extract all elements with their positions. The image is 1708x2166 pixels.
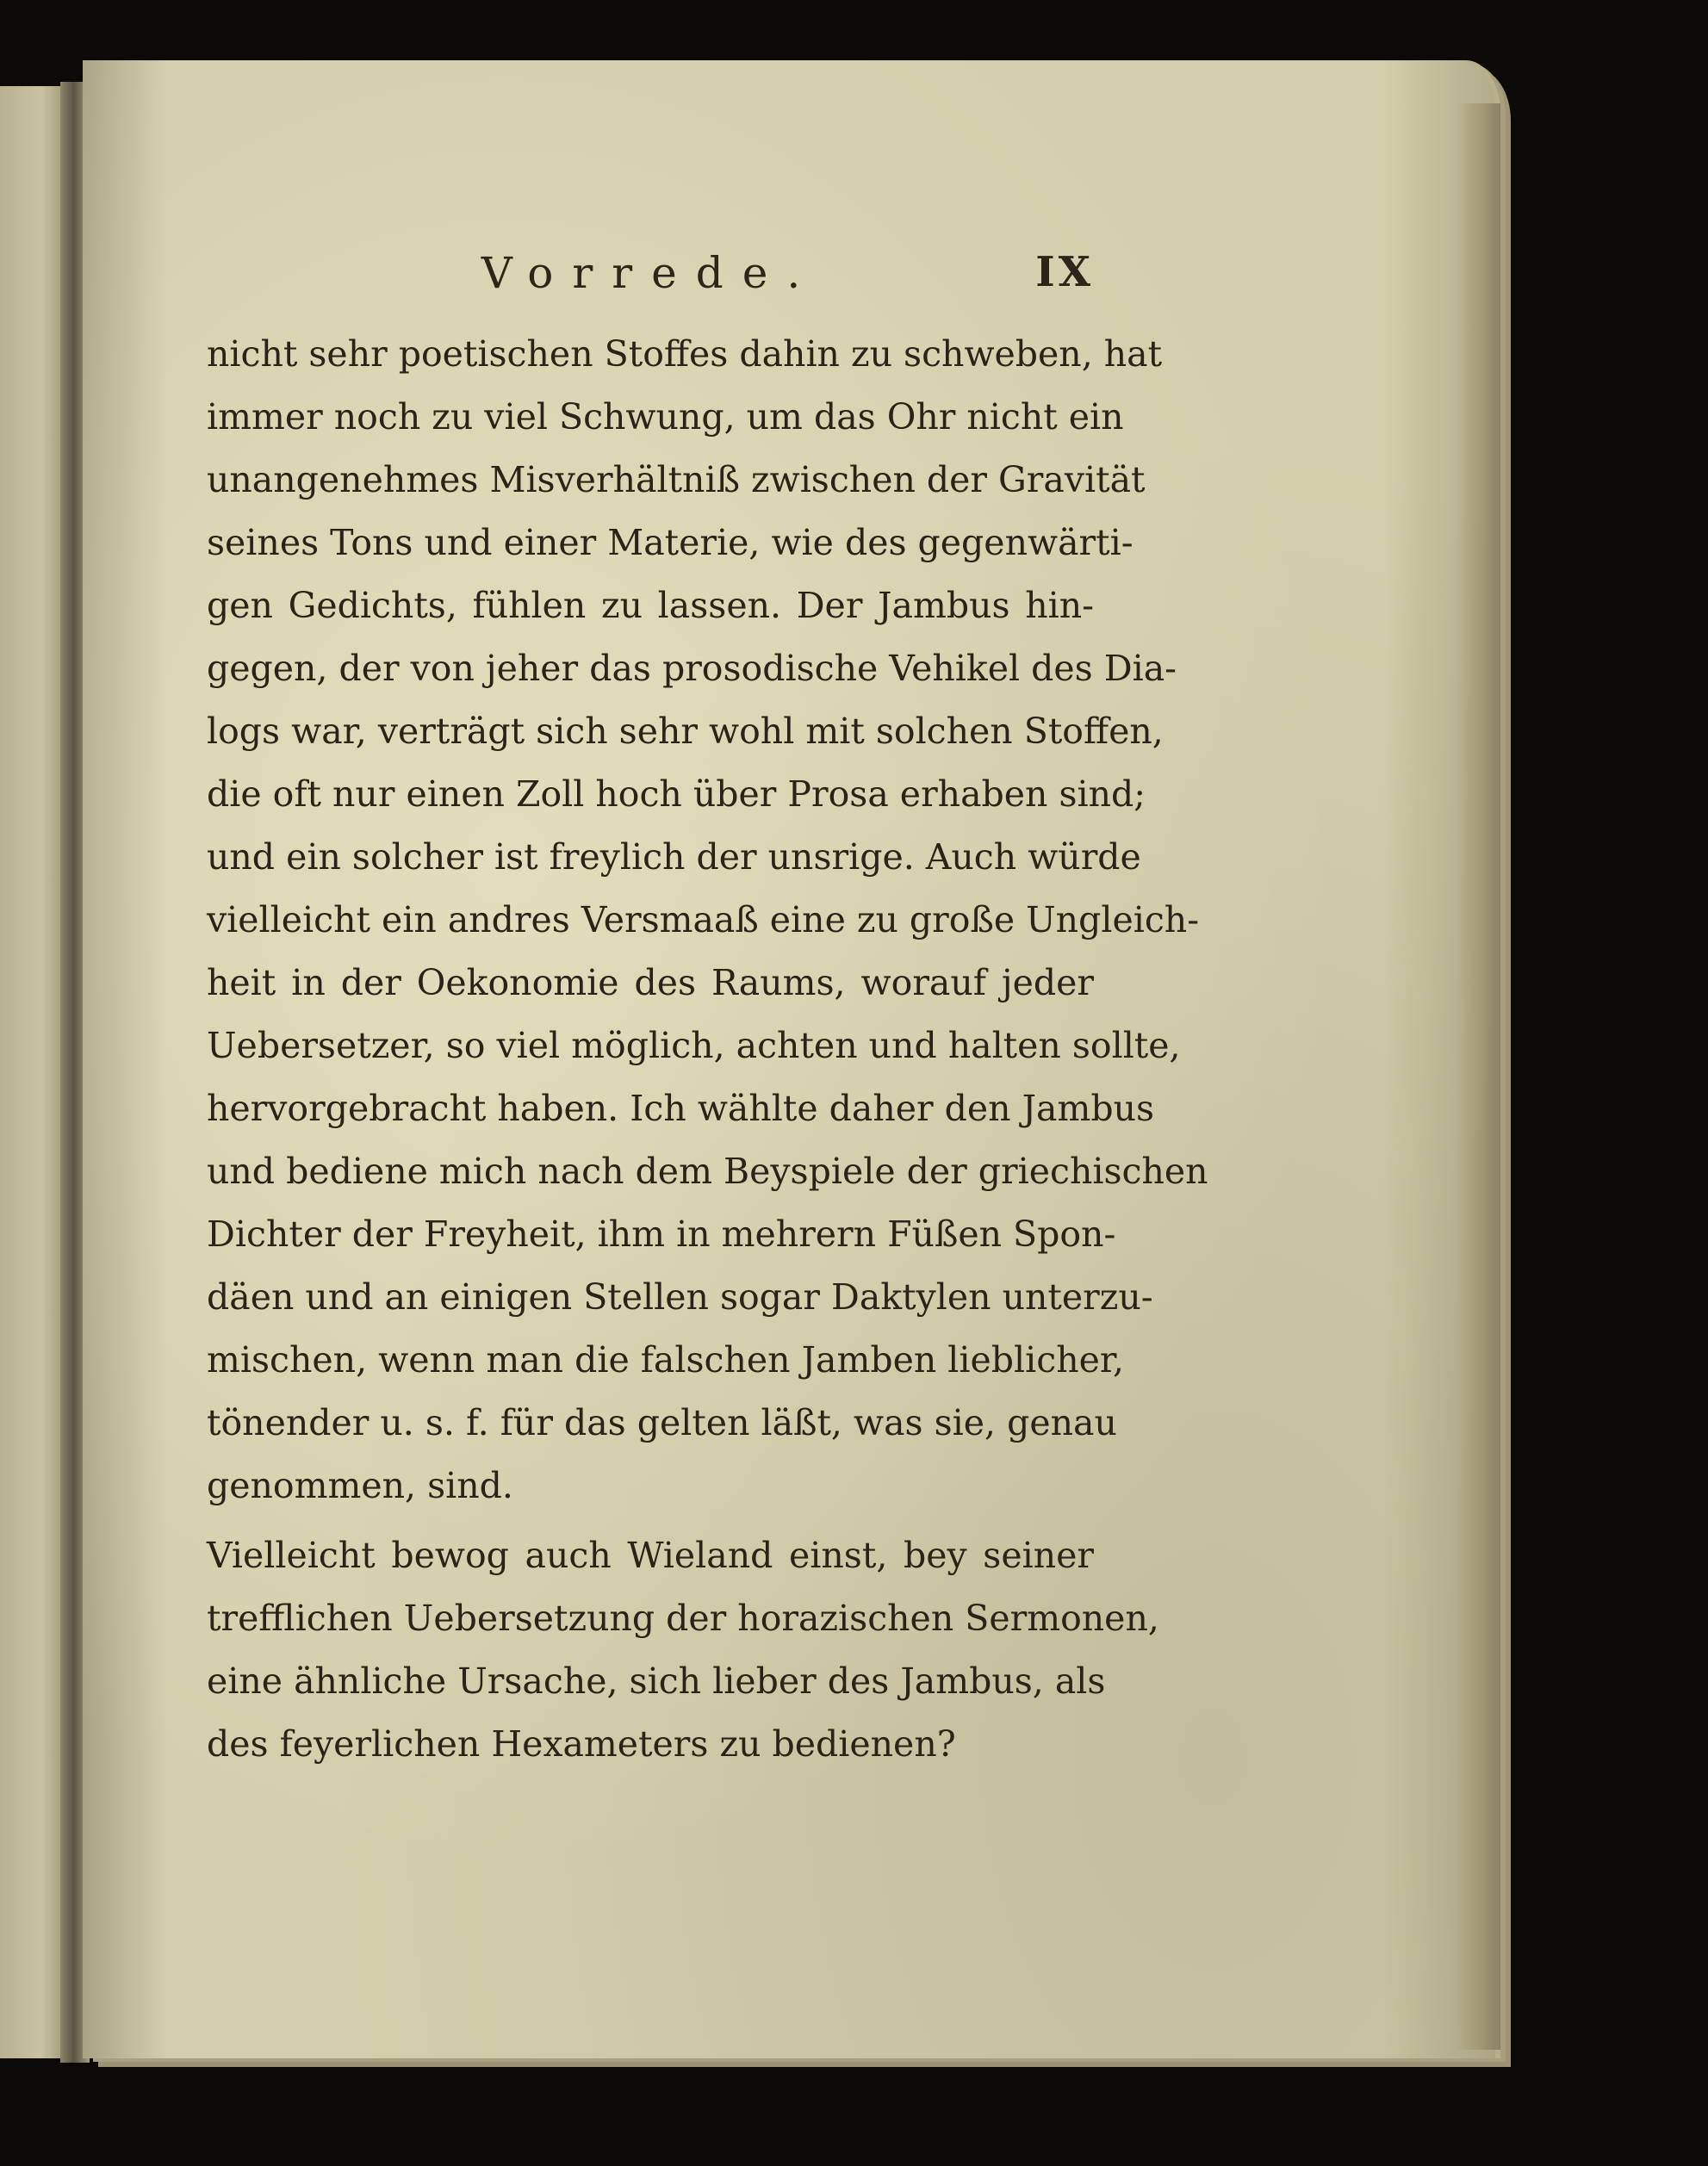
text-line: und ein solcher ist freylich der unsrige. Auch würde [207,836,1141,878]
text-line: Uebersetzer, so viel möglich, achten und halten sollte, [207,1025,1181,1066]
paragraph-2 [207,1524,1159,1776]
facing-page-edge [0,86,67,2058]
text-line: tönender u. s. f. für das gelten läßt, was sie, genau [207,1402,1117,1443]
page-number: IX [1035,248,1094,296]
page-fore-edge [1456,103,1500,2050]
text-line: heit in der Oekonomie des Raums, worauf jeder [207,962,1094,1003]
text-line: und bediene mich nach dem Beyspiele der griechischen [207,1151,1208,1192]
text-line: die oft nur einen Zoll hoch über Prosa erhaben sind; [207,773,1146,815]
text-line: logs war, verträgt sich sehr wohl mit solchen Stoffen, [207,711,1164,752]
page-title: Vorrede. [481,248,820,298]
text-line: nicht sehr poetischen Stoffes dahin zu schweben, hat [207,333,1163,375]
text-line: seines Tons und einer Materie, wie des gegenwärti- [207,522,1133,563]
running-head [207,248,1094,305]
text-line: eine ähnliche Ursache, sich lieber des Jambus, als [207,1660,1106,1702]
text-line: hervorgebracht haben. Ich wählte daher den Jambus [207,1088,1155,1129]
paragraph-1 [207,323,1208,1517]
text-line: trefflichen Uebersetzung der horazischen Sermonen, [207,1598,1159,1639]
text-line: däen und an einigen Stellen sogar Daktylen unterzu- [207,1276,1153,1318]
text-line: unangenehmes Misverhältniß zwischen der Gravität [207,459,1146,500]
text-line: Dichter der Freyheit, ihm in mehrern Füßen Spon- [207,1213,1116,1255]
text-line: gegen, der von jeher das prosodische Vehikel des Dia- [207,648,1177,689]
text-line: vielleicht ein andres Versmaaß eine zu große Ungleich- [207,899,1200,940]
text-line: des feyerlichen Hexameters zu bedienen? [207,1723,956,1765]
text-line: mischen, wenn man die falschen Jamben lieblicher, [207,1339,1125,1381]
text-line: Vielleicht bewog auch Wieland einst, bey seiner [207,1535,1094,1576]
text-line: genommen, sind. [207,1465,513,1506]
text-line: gen Gedichts, fühlen zu lassen. Der Jambus hin- [207,585,1094,626]
text-line: immer noch zu viel Schwung, um das Ohr nicht ein [207,396,1124,438]
